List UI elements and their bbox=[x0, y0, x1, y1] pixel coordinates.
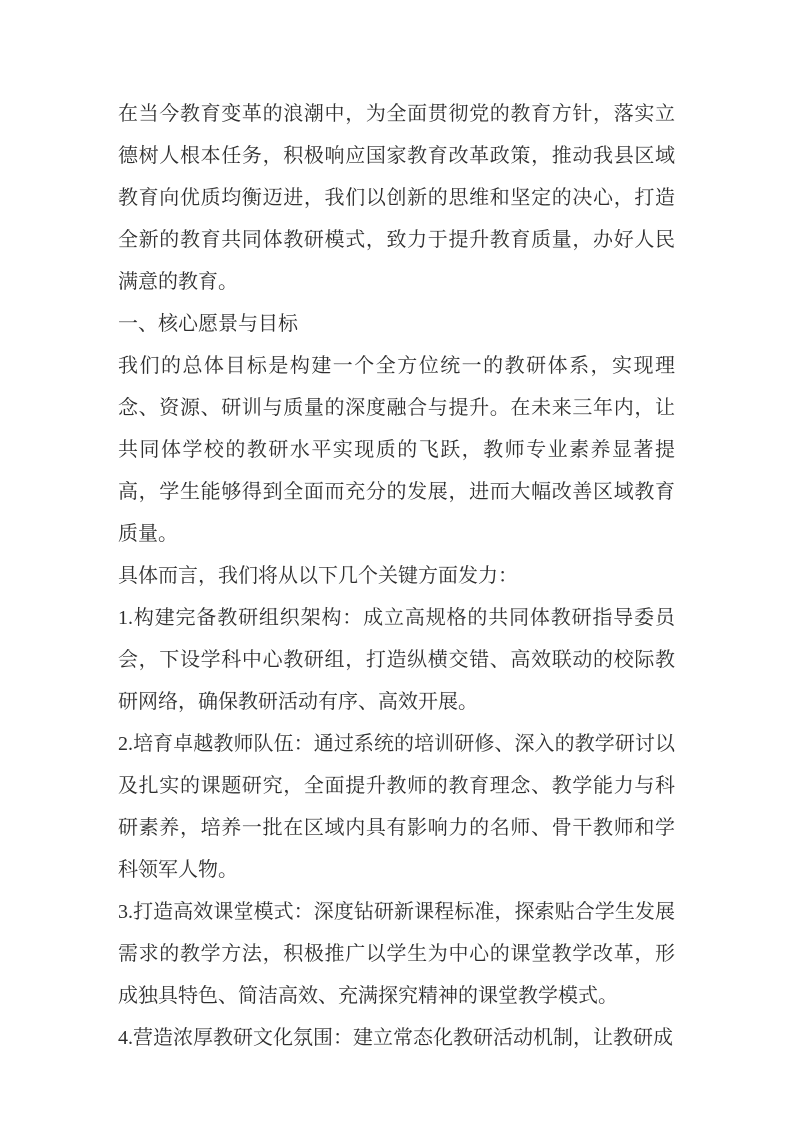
paragraph-intro: 在当今教育变革的浪潮中，为全面贯彻党的教育方针，落实立德树人根本任务，积极响应国家教育改革政策，推动我县区域教育向优质均衡迈进，我们以创新的思维和坚定的决心，打造全新的教育共同体教研模式，致力于提升教育质量，办好人民满意的教育。 bbox=[118, 103, 675, 293]
paragraph-key-areas-lead-in: 具体而言，我们将从以下几个关键方面发力： bbox=[118, 565, 518, 587]
list-item-1-organization-structure: 1.构建完备教研组织架构：成立高规格的共同体教研指导委员会，下设学科中心教研组，打造纵横交错、高效联动的校际教研网络，确保教研活动有序、高效开展。 bbox=[118, 607, 675, 713]
list-item-2-teacher-team: 2.培育卓越教师队伍：通过系统的培训研修、深入的教学研讨以及扎实的课题研究，全面提升教师的教育理念、教学能力与科研素养，培养一批在区域内具有影响力的名师、骨干教师和学科领军人物。 bbox=[118, 733, 675, 881]
heading-section-1-core-vision: 一、核心愿景与目标 bbox=[118, 313, 298, 335]
list-item-4-research-culture-truncated: 4.营造浓厚教研文化氛围：建立常态化教研活动机制，让教研成 bbox=[118, 1027, 673, 1049]
paragraph-overall-goal: 我们的总体目标是构建一个全方位统一的教研体系，实现理念、资源、研训与质量的深度融合与提升。在未来三年内，让共同体学校的教研水平实现质的飞跃，教师专业素养显著提高，学生能够得到全面而充分的发展，进而大幅改善区域教育质量。 bbox=[118, 355, 675, 545]
list-item-3-classroom-model: 3.打造高效课堂模式：深度钻研新课程标准，探索贴合学生发展需求的教学方法，积极推广以学生为中心的课堂教学改革，形成独具特色、简洁高效、充满探究精神的课堂教学模式。 bbox=[118, 901, 675, 1007]
